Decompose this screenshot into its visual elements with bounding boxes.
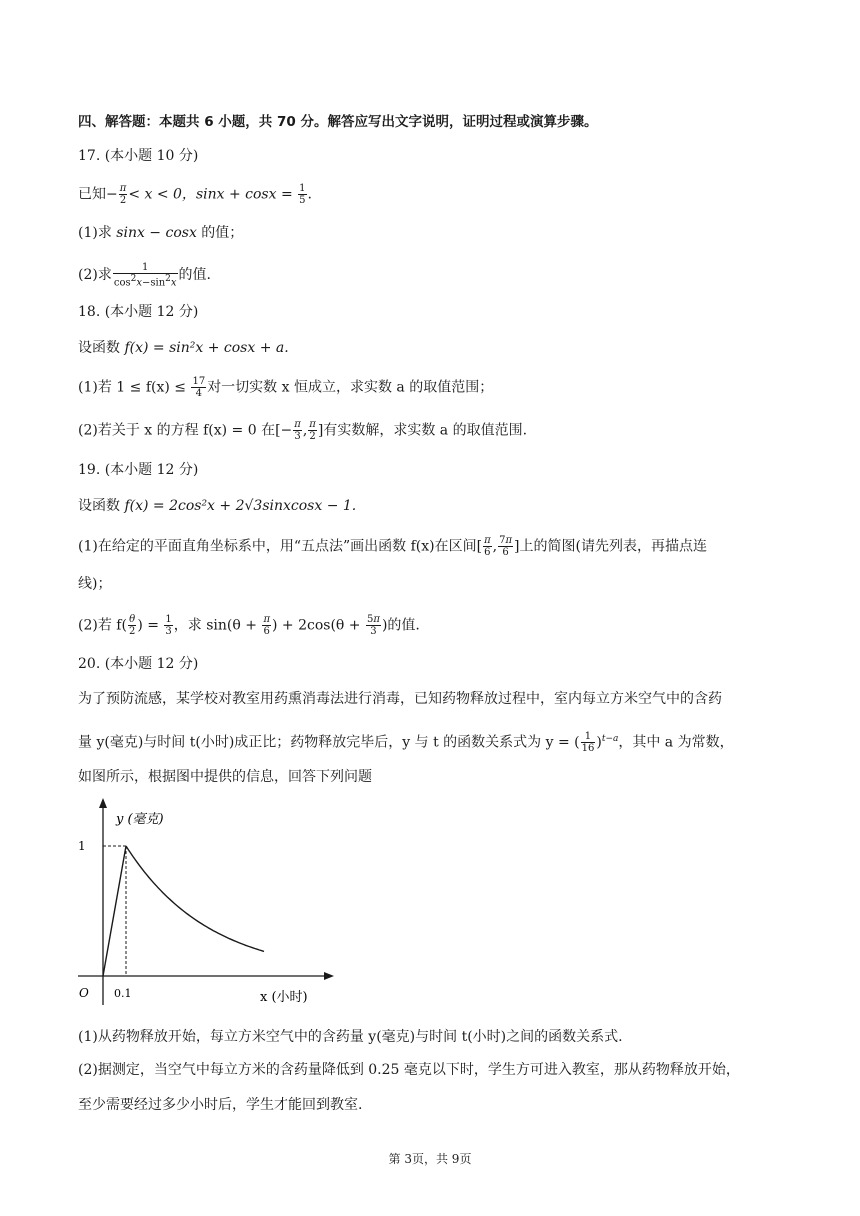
- y-axis-arrow: [99, 798, 107, 808]
- q20-part2-line2: 至少需要经过多少小时后，学生才能回到教室.: [78, 1097, 363, 1113]
- page-footer: 第 3页，共 9页: [388, 1152, 472, 1166]
- q20-part1: (1)从药物释放开始，每立方米空气中的含药量 y(毫克)与时间 t(小时)之间的函数关系式.: [78, 1029, 623, 1045]
- x-axis-label: x (小时): [260, 990, 308, 1005]
- q19-part2: (2)若 f( $\frac{\theta}{2}$ ) = $\frac{1}{3}$ ，求 sin(θ + $\frac{\pi}{6}$ ) + 2cos(θ + $\frac{5\pi}{3}$ )的值.: [78, 614, 420, 637]
- x-axis-arrow: [324, 972, 334, 980]
- q19-part1-cont: 线)；: [78, 576, 112, 592]
- q19-title: 19. (本小题 12 分): [78, 462, 199, 478]
- x-tick-label: 0.1: [114, 987, 132, 1000]
- q17-title: 17. (本小题 10 分): [78, 148, 199, 164]
- q19-definition: 设函数 f(x) = 2cos²x + 2√3sinxcosx − 1.: [78, 498, 357, 514]
- q17-given: 已知− $\frac{\pi}{2}$ < x < 0，sinx + cosx = $\frac{1}{5}$ .: [78, 183, 312, 206]
- origin-label: O: [79, 986, 89, 1000]
- q20-text-line1: 为了预防流感，某学校对教室用药熏消毒法进行消毒，已知药物释放过程中，室内每立方米空气中的含药: [78, 691, 722, 707]
- q18-title: 18. (本小题 12 分): [78, 304, 199, 320]
- decay-curve: [126, 846, 264, 951]
- q18-definition: 设函数 f(x) = sin²x + cosx + a.: [78, 340, 289, 356]
- q19-part1: (1)在给定的平面直角坐标系中，用“五点法”画出函数 f(x)在区间[ $\frac{\pi}{6}$ , $\frac{7\pi}{6}$ ]上的简图(请先列表，再描点连: [78, 535, 707, 558]
- section-header: 四、解答题：本题共 6 小题，共 70 分。解答应写出文字说明，证明过程或演算步骤。: [78, 114, 598, 130]
- y-axis-label: y (毫克): [116, 812, 164, 827]
- y-tick-label: 1: [78, 839, 86, 853]
- q18-part1: (1)若 1 ≤ f(x) ≤ $\frac{17}{4}$ 对一切实数 x 恒成立，求实数 a 的取值范围；: [78, 376, 494, 399]
- q18-part2: (2)若关于 x 的方程 f(x) = 0 在[− $\frac{\pi}{3}$ , $\frac{\pi}{2}$ ]有实数解，求实数 a 的取值范围.: [78, 419, 528, 442]
- q17-part2: (2)求 $\frac{1}{\cos^2x-\sin^2x}$ 的值.: [78, 262, 211, 289]
- q17-part1: (1)求 sinx − cosx 的值；: [78, 225, 244, 241]
- rise-line: [103, 846, 126, 976]
- q20-text-line2: 量 y(毫克)与时间 t(小时)成正比；药物释放完毕后，y 与 t 的函数关系式为 y = ( $\frac{1}{16}$ )$^{t-a}$，其中 a 为常数，: [78, 731, 734, 755]
- q20-part2-line1: (2)据测定，当空气中每立方米的含药量降低到 0.25 毫克以下时，学生方可进入教室，那从药物释放开始，: [78, 1062, 740, 1078]
- q20-graph: [70, 795, 340, 1010]
- q20-title: 20. (本小题 12 分): [78, 656, 199, 672]
- q20-text-line3: 如图所示，根据图中提供的信息，回答下列问题: [78, 769, 372, 785]
